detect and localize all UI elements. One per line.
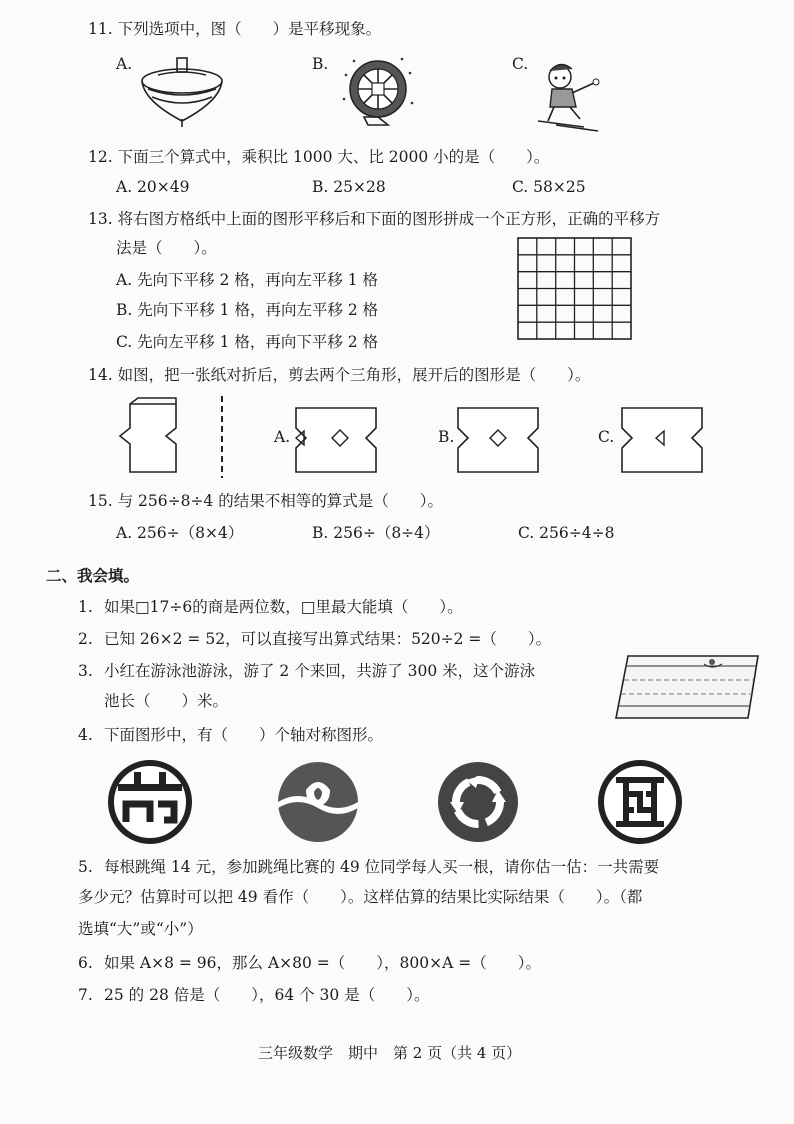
q13-grid-figure [518, 238, 632, 340]
skier-icon [536, 55, 606, 135]
item-6-number: 6. [78, 954, 93, 972]
q14-option-b-figure [456, 406, 540, 474]
logo-2-icon [276, 760, 360, 844]
logo-1-icon [108, 760, 192, 844]
q15-option-c: C. 256÷4÷8 [518, 524, 615, 542]
q14-option-b-label: B. [438, 428, 455, 446]
q11-option-c-label: C. [512, 55, 529, 73]
q14-option-c-figure [620, 406, 704, 474]
dashed-divider [220, 396, 224, 478]
item-1-text: 如果□17÷6的商是两位数，□里最大能填（ ）。 [104, 598, 463, 616]
item-5-text-line2: 多少元？估算时可以把 49 看作（ ）。这样估算的结果比实际结果（ ）。（都 [78, 888, 643, 906]
q14-option-a-figure [294, 406, 378, 474]
item-4-text: 下面图形中，有（ ）个轴对称图形。 [104, 726, 384, 744]
question-14-stem: 14. 如图，把一张纸对折后，剪去两个三角形，展开后的图形是（ ）。 [88, 366, 591, 384]
item-5-number: 5. [78, 858, 93, 876]
q13-option-b: B. 先向下平移 1 格，再向左平移 2 格 [116, 301, 379, 319]
swimming-pool-icon [614, 652, 764, 720]
spinning-top-icon [138, 55, 230, 127]
item-6-text: 如果 A×8 = 96，那么 A×80 =（ ），800×A =（ ）。 [104, 954, 541, 972]
item-2-number: 2. [78, 630, 93, 648]
q11-option-a-label: A. [116, 55, 133, 73]
item-3-text: 小红在游泳池游泳，游了 2 个来回，共游了 300 米，这个游泳 [104, 662, 536, 680]
q12-option-c: C. 58×25 [512, 178, 586, 196]
q14-option-c-label: C. [598, 428, 615, 446]
q12-option-b: B. 25×28 [312, 178, 386, 196]
item-4-number: 4. [78, 726, 93, 744]
logo-3-icon [436, 760, 520, 844]
question-12-stem: 12. 下面三个算式中，乘积比 1000 大、比 2000 小的是（ ）。 [88, 148, 550, 166]
item-7-number: 7. [78, 986, 93, 1004]
question-11-stem: 11. 下列选项中，图（ ）是平移现象。 [88, 20, 382, 38]
section-2-title: 二、我会填。 [46, 566, 140, 585]
q13-option-a: A. 先向下平移 2 格，再向左平移 1 格 [116, 271, 378, 289]
question-13-stem-line1: 13. 将右图方格纸中上面的图形平移后和下面的图形拼成一个正方形，正确的平移方 [88, 210, 661, 228]
item-3-number: 3. [78, 662, 93, 680]
item-3-text-line2: 池长（ ）米。 [104, 692, 229, 710]
item-5-text: 每根跳绳 14 元，参加跳绳比赛的 49 位同学每人买一根，请你估一估：一共需要 [104, 858, 660, 876]
rotating-wheel-icon [342, 55, 414, 133]
q11-option-b-label: B. [312, 55, 329, 73]
logo-4-icon [598, 760, 682, 844]
q14-option-a-label: A. [274, 428, 291, 446]
item-7-text: 25 的 28 倍是（ ），64 个 30 是（ ）。 [104, 986, 430, 1004]
folded-paper-figure [118, 396, 180, 476]
q15-option-b: B. 256÷（8÷4） [312, 524, 440, 542]
page-footer: 三年级数学 期中 第 2 页（共 4 页） [258, 1044, 522, 1062]
question-13-stem-line2: 法是（ ）。 [116, 239, 217, 257]
question-15-stem: 15. 与 256÷8÷4 的结果不相等的算式是（ ）。 [88, 492, 443, 510]
q12-option-a: A. 20×49 [116, 178, 190, 196]
item-1-number: 1. [78, 598, 93, 616]
q13-option-c: C. 先向左平移 1 格，再向下平移 2 格 [116, 333, 379, 351]
item-5-text-line3: 选填“大”或“小”） [78, 920, 203, 938]
item-2-text: 已知 26×2 = 52，可以直接写出算式结果：520÷2 =（ ）。 [104, 630, 552, 648]
q15-option-a: A. 256÷（8×4） [116, 524, 244, 542]
